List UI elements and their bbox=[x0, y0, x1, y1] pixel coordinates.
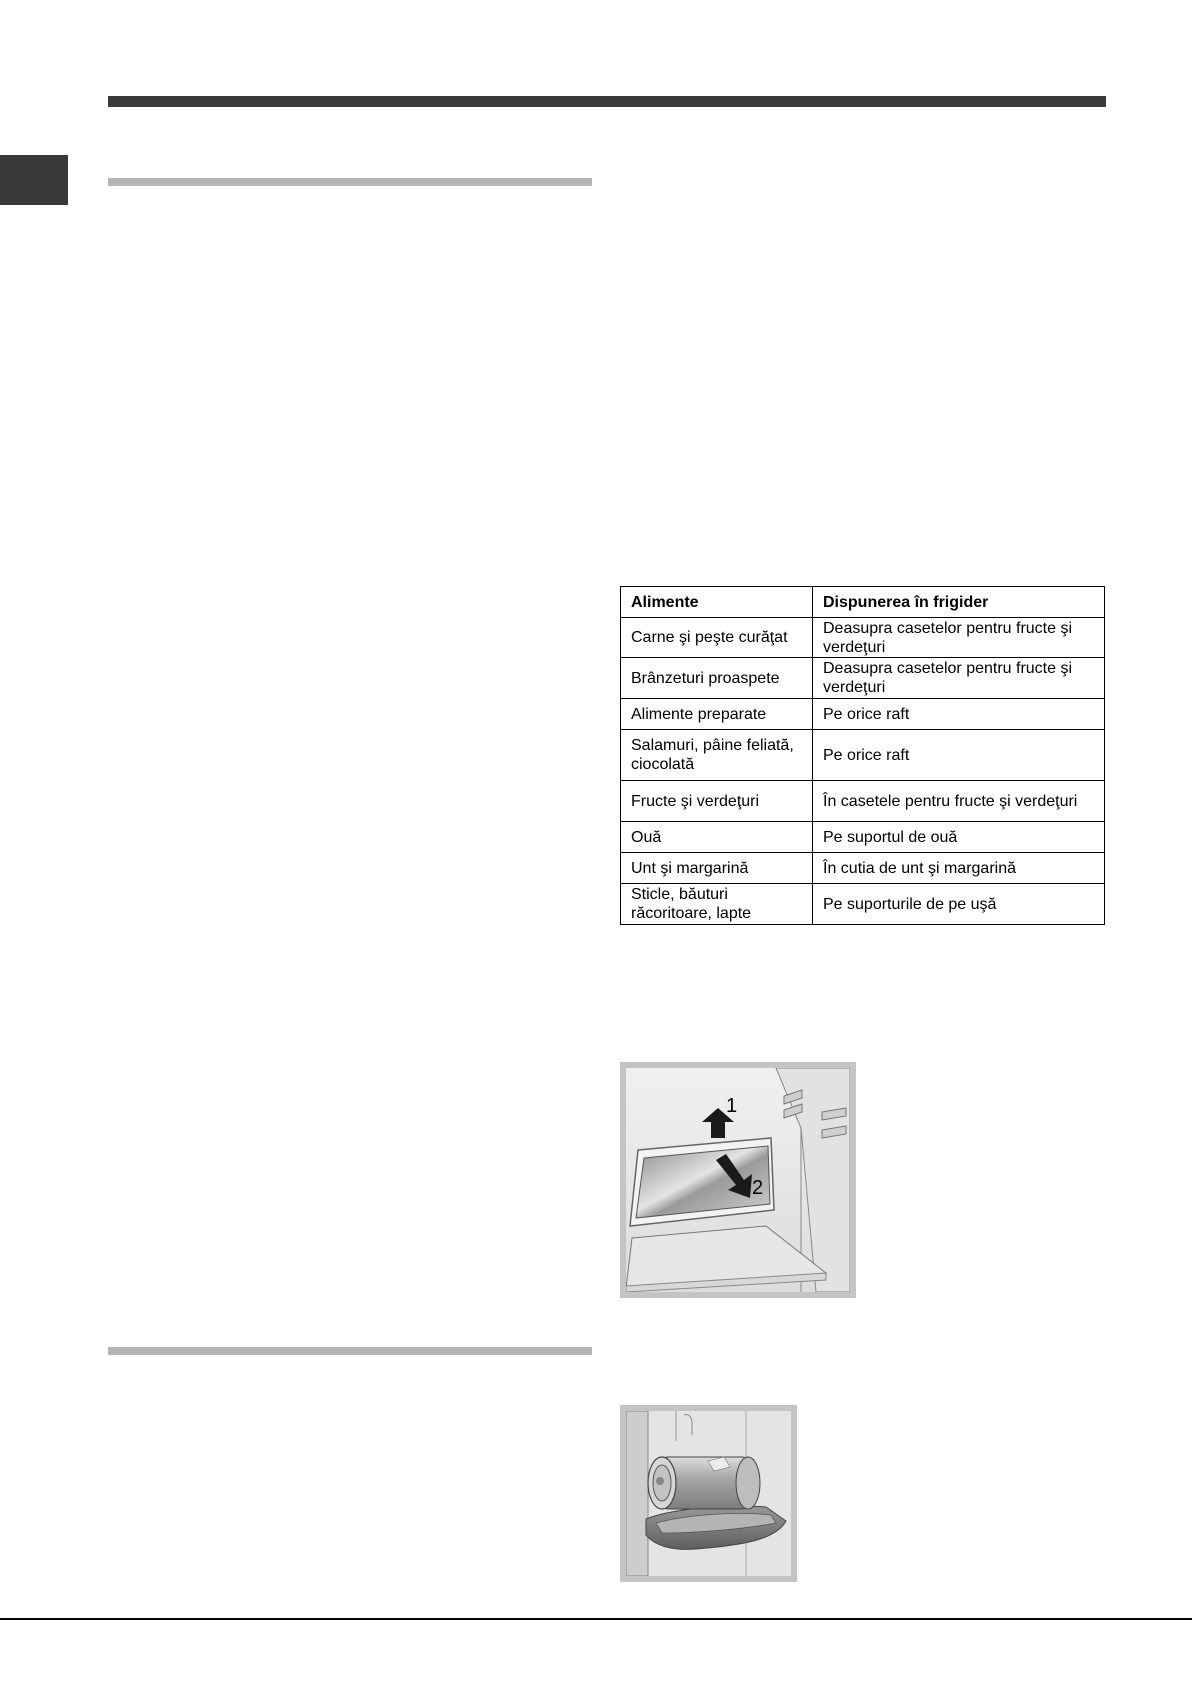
footer-rule bbox=[0, 1618, 1192, 1620]
language-tab bbox=[0, 155, 68, 205]
table-cell: Pe orice raft bbox=[813, 730, 1105, 781]
table-cell: În casetele pentru fructe şi verdeţuri bbox=[813, 781, 1105, 822]
table-row bbox=[621, 658, 1105, 699]
table-cell: Salamuri, pâine feliată, ciocolată bbox=[621, 730, 813, 781]
shelf-removal-figure bbox=[620, 1062, 856, 1298]
table-cell: Pe suporturile de pe uşă bbox=[813, 884, 1105, 925]
table-cell: Deasupra casetelor pentru fructe şi verdeţuri bbox=[813, 658, 1105, 699]
table-cell: Brânzeturi proaspete bbox=[621, 658, 813, 699]
table-row bbox=[621, 884, 1105, 925]
column-header: Dispunerea în frigider bbox=[813, 587, 1105, 618]
table-row bbox=[621, 822, 1105, 853]
beverage-can-icon bbox=[648, 1457, 760, 1509]
table-cell: Pe orice raft bbox=[813, 699, 1105, 730]
table-header-row bbox=[621, 587, 1105, 618]
step-1-label: 1 bbox=[726, 1095, 738, 1117]
table-cell: Fructe şi verdeţuri bbox=[621, 781, 813, 822]
table-row bbox=[621, 781, 1105, 822]
table-cell: În cutia de unt şi margarină bbox=[813, 853, 1105, 884]
header-bar bbox=[108, 96, 1106, 107]
table-cell: Alimente preparate bbox=[621, 699, 813, 730]
table-row bbox=[621, 730, 1105, 781]
table-cell: Carne şi peşte curăţat bbox=[621, 618, 813, 658]
can-holder-figure bbox=[620, 1405, 797, 1582]
step-2-label: 2 bbox=[752, 1177, 764, 1199]
can-holder-illustration bbox=[626, 1411, 791, 1576]
table-cell: Deasupra casetelor pentru fructe şi verdeţuri bbox=[813, 618, 1105, 658]
table-cell: Unt şi margarină bbox=[621, 853, 813, 884]
shelf-illustration bbox=[626, 1068, 850, 1292]
table-cell: Ouă bbox=[621, 822, 813, 853]
table-cell: Sticle, băuturi răcoritoare, lapte bbox=[621, 884, 813, 925]
column-header: Alimente bbox=[621, 587, 813, 618]
table-cell: Pe suportul de ouă bbox=[813, 822, 1105, 853]
table-row bbox=[621, 853, 1105, 884]
table-row bbox=[621, 699, 1105, 730]
section-divider bbox=[108, 1347, 592, 1355]
food-storage-table bbox=[620, 586, 1105, 925]
table-row bbox=[621, 618, 1105, 658]
section-divider bbox=[108, 178, 592, 186]
